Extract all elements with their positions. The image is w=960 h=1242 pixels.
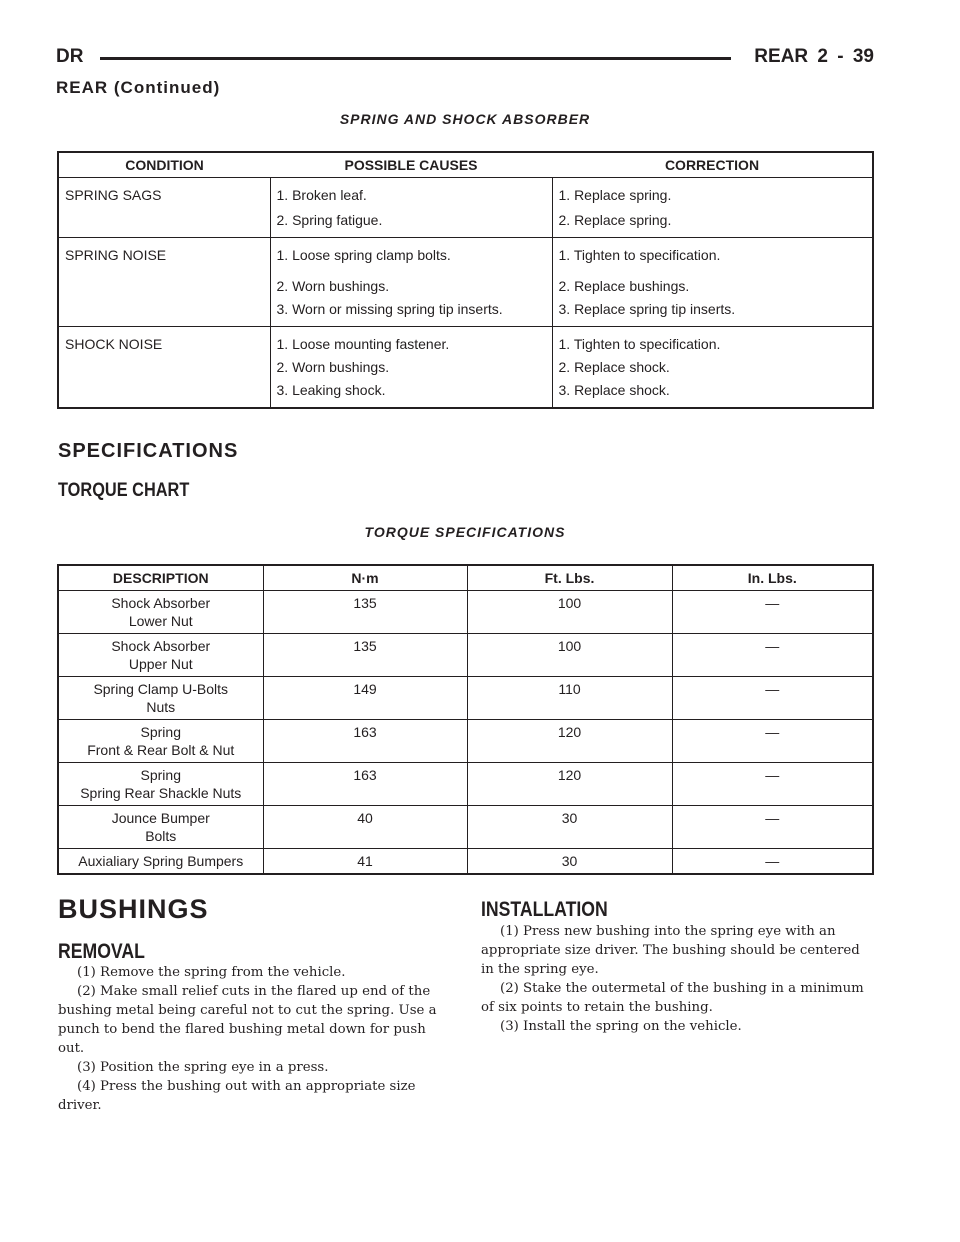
nm-cell: 41 bbox=[263, 849, 467, 875]
description-line: Upper Nut bbox=[128, 656, 193, 672]
description-line: Bolts bbox=[145, 828, 177, 844]
description-cell: Auxialiary Spring Bumpers bbox=[58, 849, 263, 875]
ft-lbs-cell: 30 bbox=[467, 849, 672, 875]
description-line: Lower Nut bbox=[128, 613, 193, 629]
torque-table-caption: TORQUE SPECIFICATIONS bbox=[364, 524, 566, 540]
cause-item: 2. Worn bushings. bbox=[276, 359, 390, 375]
correction-item: 1. Replace spring. bbox=[558, 187, 672, 203]
table-row bbox=[58, 849, 873, 875]
in-lbs-cell: — bbox=[672, 806, 873, 849]
column-header: N·m bbox=[263, 565, 467, 591]
column-header: DESCRIPTION bbox=[58, 565, 263, 591]
table-row bbox=[58, 634, 873, 677]
column-header: CONDITION bbox=[125, 157, 204, 173]
description-cell bbox=[58, 720, 263, 763]
in-lbs-cell: — bbox=[672, 591, 873, 634]
description-line: Spring Rear Shackle Nuts bbox=[80, 785, 242, 801]
ft-lbs-cell: 30 bbox=[467, 806, 672, 849]
description-line: Nuts bbox=[146, 699, 176, 715]
correction-item: 3. Replace spring tip inserts. bbox=[558, 301, 736, 317]
correction-item: 3. Replace shock. bbox=[558, 382, 670, 398]
cause-item: 1. Loose spring clamp bolts. bbox=[276, 247, 451, 263]
correction-item: 2. Replace shock. bbox=[558, 359, 670, 375]
description-line: Shock Absorber bbox=[111, 595, 211, 611]
header-rule bbox=[100, 57, 731, 60]
causes-cell bbox=[270, 327, 552, 409]
description-cell bbox=[58, 591, 263, 634]
column-header: POSSIBLE CAUSES bbox=[344, 157, 478, 173]
column-header: CORRECTION bbox=[664, 157, 760, 173]
ft-lbs-cell: 100 bbox=[467, 591, 672, 634]
removal-step: (1) Remove the spring from the vehicle. bbox=[77, 965, 346, 980]
ft-lbs-cell: 120 bbox=[467, 763, 672, 806]
torque-chart-heading: TORQUE CHART bbox=[58, 480, 190, 501]
table-row bbox=[58, 763, 873, 806]
table-row bbox=[58, 238, 873, 327]
correction-item: 1. Tighten to specification. bbox=[558, 247, 721, 263]
corrections-cell bbox=[552, 327, 873, 409]
condition-cell: SHOCK NOISE bbox=[58, 327, 270, 409]
removal-heading: REMOVAL bbox=[58, 940, 145, 963]
installation-heading: INSTALLATION bbox=[481, 898, 608, 921]
corrections-cell bbox=[552, 178, 873, 238]
condition-cell: SPRING NOISE bbox=[58, 238, 270, 327]
column-header: In. Lbs. bbox=[672, 565, 873, 591]
nm-cell: 135 bbox=[263, 591, 467, 634]
page-header bbox=[56, 46, 874, 72]
description-cell bbox=[58, 677, 263, 720]
ft-lbs-cell: 110 bbox=[467, 677, 672, 720]
cause-item: 1. Broken leaf. bbox=[276, 187, 367, 203]
installation-steps bbox=[481, 922, 876, 1036]
table-row bbox=[58, 720, 873, 763]
table-row bbox=[58, 178, 873, 238]
nm-cell: 135 bbox=[263, 634, 467, 677]
in-lbs-cell: — bbox=[672, 849, 873, 875]
corrections-cell bbox=[552, 238, 873, 327]
nm-cell: 40 bbox=[263, 806, 467, 849]
installation-step: (1) Press new bushing into the spring eye with an appropriate size driver. The bushing should be centered in the spring eye. bbox=[481, 924, 860, 977]
cause-item: 3. Worn or missing spring tip inserts. bbox=[276, 301, 503, 317]
in-lbs-cell: — bbox=[672, 677, 873, 720]
installation-step: (3) Install the spring on the vehicle. bbox=[500, 1019, 742, 1034]
condition-cell: SPRING SAGS bbox=[58, 178, 270, 238]
table-row bbox=[58, 591, 873, 634]
removal-step: (3) Position the spring eye in a press. bbox=[77, 1060, 329, 1075]
cause-item: 2. Worn bushings. bbox=[276, 278, 390, 294]
torque-table bbox=[57, 564, 874, 875]
causes-cell bbox=[270, 238, 552, 327]
correction-item: 2. Replace spring. bbox=[558, 212, 672, 228]
ft-lbs-cell: 120 bbox=[467, 720, 672, 763]
description-line: Spring bbox=[140, 767, 181, 783]
column-header: Ft. Lbs. bbox=[467, 565, 672, 591]
table-header-row bbox=[58, 565, 873, 591]
description-cell bbox=[58, 763, 263, 806]
correction-item: 2. Replace bushings. bbox=[558, 278, 690, 294]
cause-item: 2. Spring fatigue. bbox=[276, 212, 383, 228]
in-lbs-cell: — bbox=[672, 763, 873, 806]
description-line: Jounce Bumper bbox=[111, 810, 210, 826]
description-cell bbox=[58, 634, 263, 677]
description-line: Spring Clamp U-Bolts bbox=[93, 681, 229, 697]
in-lbs-cell: — bbox=[672, 720, 873, 763]
table-row bbox=[58, 327, 873, 409]
table-header-row bbox=[58, 152, 873, 178]
in-lbs-cell: — bbox=[672, 634, 873, 677]
section-continued-label: REAR (Continued) bbox=[56, 78, 221, 97]
diagnosis-table bbox=[57, 151, 874, 409]
removal-steps bbox=[58, 963, 454, 1115]
description-line: Spring bbox=[140, 724, 181, 740]
ft-lbs-cell: 100 bbox=[467, 634, 672, 677]
installation-step: (2) Stake the outermetal of the bushing in a minimum of six points to retain the bushing. bbox=[481, 981, 864, 1015]
header-model-code: DR bbox=[56, 46, 84, 67]
nm-cell: 149 bbox=[263, 677, 467, 720]
cause-item: 3. Leaking shock. bbox=[276, 382, 386, 398]
specifications-heading: SPECIFICATIONS bbox=[58, 440, 239, 462]
nm-cell: 163 bbox=[263, 763, 467, 806]
nm-cell: 163 bbox=[263, 720, 467, 763]
removal-step: (4) Press the bushing out with an appropriate size driver. bbox=[58, 1079, 416, 1113]
correction-item: 1. Tighten to specification. bbox=[558, 336, 721, 352]
description-line: Shock Absorber bbox=[111, 638, 211, 654]
table-row bbox=[58, 806, 873, 849]
header-section-page: REAR 2 - 39 bbox=[754, 46, 874, 67]
table-row bbox=[58, 677, 873, 720]
description-cell bbox=[58, 806, 263, 849]
bushings-heading: BUSHINGS bbox=[58, 894, 209, 924]
description-line: Front & Rear Bolt & Nut bbox=[87, 742, 235, 758]
cause-item: 1. Loose mounting fastener. bbox=[276, 336, 450, 352]
causes-cell bbox=[270, 178, 552, 238]
diagnosis-table-caption: SPRING AND SHOCK ABSORBER bbox=[339, 111, 591, 127]
removal-step: (2) Make small relief cuts in the flared up end of the bushing metal being careful not to cut the spring. Use a punch to bend the flared bushing metal down for push out. bbox=[58, 984, 437, 1056]
